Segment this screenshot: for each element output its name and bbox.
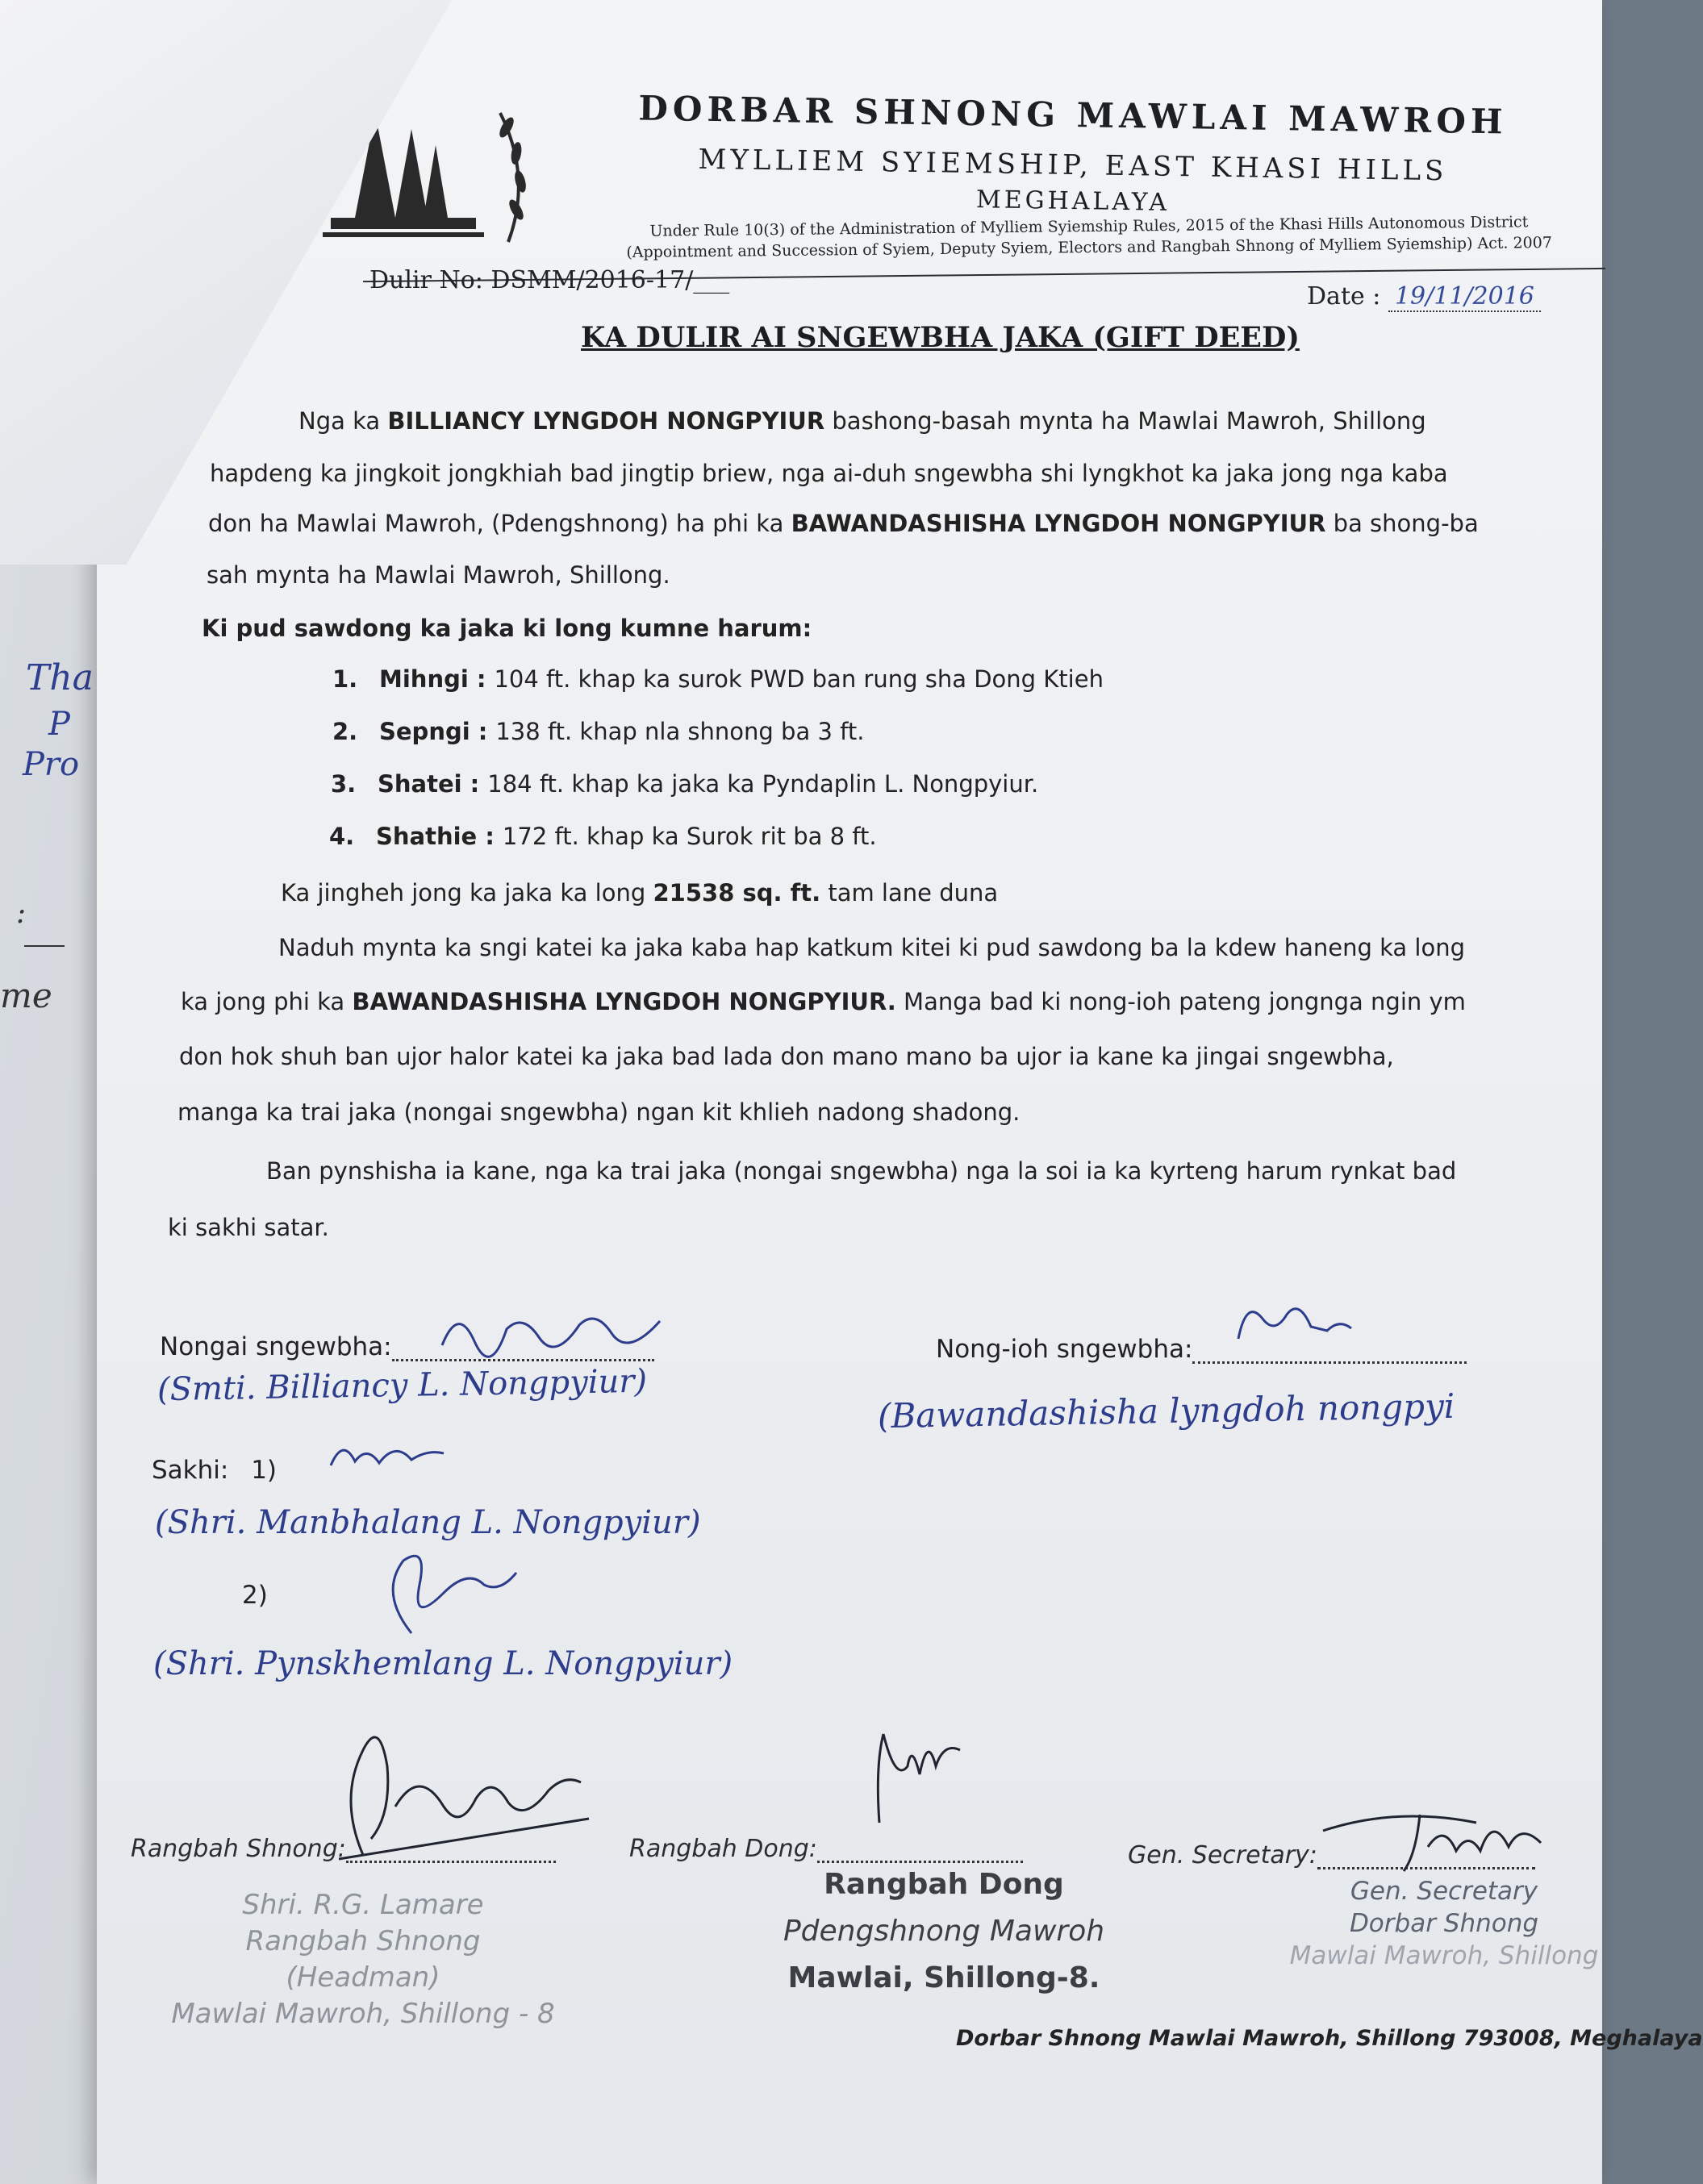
- stamp-line: Mawlai Mawroh, Shillong: [1289, 1941, 1599, 1970]
- org-state: MEGHALAYA: [975, 185, 1171, 217]
- witness-1-name: (Shri. Manbhalang L. Nongpyiur): [155, 1504, 701, 1541]
- margin-note-1: Tha: [26, 657, 94, 698]
- para4-line1: Ban pynshisha ia kane, nga ka trai jaka (nongai sngewbha) nga la soi ia ka kyrteng harum rynkat bad: [266, 1157, 1457, 1185]
- witness-1-signature: [323, 1429, 452, 1478]
- text-run: Nga ka: [298, 407, 388, 435]
- boundaries-intro: [202, 615, 812, 642]
- org-subtitle: MYLLIEM SYIEMSHIP, EAST KHASI HILLS: [698, 143, 1448, 188]
- para4-line2: ki sakhi satar.: [168, 1214, 329, 1241]
- rangbah-shnong-label: Rangbah Shnong:: [131, 1835, 346, 1863]
- date-value: 19/11/2016: [1388, 282, 1541, 312]
- item-text: 138 ft. khap nla shnong ba 3 ft.: [495, 718, 865, 745]
- rangbah-shnong-stamp: [153, 1887, 573, 2032]
- rule-note: [565, 210, 1613, 264]
- footer-address: Dorbar Shnong Mawlai Mawroh, Shillong 793008, Meghalaya: [956, 2026, 1703, 2051]
- rangbah-dong-signature: [863, 1718, 976, 1831]
- item-label: Sepngi :: [379, 718, 488, 745]
- text-run: Manga bad ki nong-ioh pateng jongnga ngin ym: [895, 988, 1466, 1015]
- stamp-line: Gen. Secretary: [1350, 1877, 1538, 1906]
- donee-name-bold: BAWANDASHISHA LYNGDOH NONGPYIUR.: [352, 988, 896, 1015]
- margin-note-2: P: [48, 706, 70, 743]
- deed-date: [1307, 282, 1541, 311]
- area-line: [281, 879, 998, 907]
- rangbah-dong-label: Rangbah Dong:: [629, 1835, 817, 1863]
- donee-signature: [1230, 1294, 1359, 1351]
- text-run: Ka jingheh jong ka jaka ka long: [281, 879, 653, 907]
- gen-secretary-label: Gen. Secretary:: [1128, 1841, 1317, 1869]
- rangbah-shnong-signature: [307, 1718, 597, 1863]
- margin-note-3: Pro: [23, 746, 80, 783]
- stamp-line: Mawlai Mawroh, Shillong - 8: [171, 1998, 555, 2030]
- para1-line1: [298, 407, 1426, 435]
- donee-name: (Bawandashisha lyngdoh nongpyi: [877, 1386, 1455, 1436]
- stamp-line: Rangbah Dong: [824, 1868, 1064, 1901]
- text-run: ba shong-ba: [1325, 510, 1479, 537]
- gen-secretary-stamp: [1258, 1875, 1630, 1972]
- witness-2-signature: [363, 1544, 524, 1641]
- deed-title: KA DULIR AI SNGEWBHA JAKA (GIFT DEED): [581, 321, 1300, 354]
- witness-1-line: [152, 1456, 277, 1485]
- donor-signature: [434, 1297, 676, 1361]
- stamp-line: Rangbah Shnong: [245, 1925, 481, 1957]
- stamp-line: Pdengshnong Mawroh: [783, 1915, 1105, 1948]
- witness-2-number: 2): [242, 1581, 268, 1610]
- item-label: Shathie :: [376, 823, 495, 850]
- margin-rule: [24, 945, 65, 947]
- stamp-line: Shri. R.G. Lamare: [242, 1889, 484, 1921]
- para3-line4: manga ka trai jaka (nongai sngewbha) ngan kit khlieh nadong shadong.: [177, 1098, 1021, 1126]
- item-number: 1.: [332, 665, 358, 693]
- donee-name-bold: BAWANDASHISHA LYNGDOH NONGPYIUR: [791, 510, 1326, 537]
- item-text: 184 ft. khap ka jaka ka Pyndaplin L. Nongpyiur.: [487, 770, 1039, 798]
- area-value: 21538 sq. ft.: [653, 879, 821, 907]
- rule-note-line-1: Under Rule 10(3) of the Administration of Mylliem Syiemship Rules, 2015 of the Khasi Hills Autonomous District: [649, 213, 1529, 240]
- boundary-item-1: [332, 665, 1104, 693]
- boundary-item-2: [332, 718, 864, 745]
- text-run: tam lane duna: [820, 879, 999, 907]
- gen-secretary-signature: [1315, 1798, 1557, 1879]
- deed-serial-number: Dulir No: DSMM/2016-17/___: [369, 266, 730, 294]
- margin-note-4: :: [16, 897, 27, 930]
- para3-line2: [181, 988, 1466, 1015]
- para1-line2: hapdeng ka jingkoit jongkhiah bad jingtip briew, nga ai-duh sngewbha shi lyngkhot ka jaka jong nga kaba: [210, 460, 1448, 487]
- stamp-line: (Headman): [286, 1961, 440, 1994]
- text-run: don ha Mawlai Mawroh, (Pdengshnong) ha phi ka: [208, 510, 791, 537]
- para3-line1: Naduh mynta ka sngi katei ka jaka kaba hap katkum kitei ki pud sawdong ba la kdew haneng ka long: [278, 934, 1466, 961]
- boundary-item-3: [331, 770, 1038, 798]
- date-label: Date :: [1307, 282, 1381, 311]
- item-text: 172 ft. khap ka Surok rit ba 8 ft.: [502, 823, 877, 850]
- para1-line3: [208, 510, 1479, 537]
- boundaries-intro-text: Ki pud sawdong ka jaka ki long kumne harum:: [202, 615, 812, 642]
- boundary-item-4: [329, 823, 877, 850]
- stamp-line: Mawlai, Shillong-8.: [787, 1961, 1100, 1994]
- donor-name: (Smti. Billiancy L. Nongpyiur): [157, 1362, 648, 1409]
- witness-label: Sakhi:: [152, 1456, 229, 1485]
- rangbah-dong-line: [629, 1835, 1023, 1863]
- item-number: 4.: [329, 823, 355, 850]
- item-number: 3.: [331, 770, 357, 798]
- org-name: DORBAR SHNONG MAWLAI MAWROH: [638, 88, 1508, 142]
- text-run: bashong-basah mynta ha Mawlai Mawroh, Shillong: [824, 407, 1426, 435]
- donor-label: Nongai sngewbha:: [160, 1332, 392, 1361]
- margin-note-5: me: [0, 976, 52, 1015]
- donee-label: Nong-ioh sngewbha:: [936, 1335, 1193, 1364]
- rangbah-dong-stamp: [734, 1861, 1154, 2002]
- para1-line4: sah mynta ha Mawlai Mawroh, Shillong.: [207, 561, 670, 589]
- donor-name-bold: BILLIANCY LYNGDOH NONGPYIUR: [387, 407, 825, 435]
- witness-1-number: 1): [251, 1456, 278, 1485]
- item-number: 2.: [332, 718, 358, 745]
- witness-2-name: (Shri. Pynskhemlang L. Nongpyiur): [153, 1645, 733, 1682]
- item-text: 104 ft. khap ka surok PWD ban rung sha Dong Ktieh: [494, 665, 1104, 693]
- donee-signature-line: [936, 1335, 1467, 1364]
- item-label: Shatei :: [378, 770, 480, 798]
- stamp-line: Dorbar Shnong: [1349, 1909, 1539, 1938]
- gift-deed-page: [97, 0, 1602, 2184]
- text-run: ka jong phi ka: [181, 988, 353, 1015]
- rule-note-line-2: (Appointment and Succession of Syiem, Deputy Syiem, Electors and Rangbah Shnong of Mylliem Syiemship) Act. 2007: [626, 233, 1553, 262]
- item-label: Mihngi :: [379, 665, 486, 693]
- signature-dots: [1192, 1360, 1467, 1364]
- witness-2-line: [242, 1581, 268, 1610]
- para3-line3: don hok shuh ban ujor halor katei ka jaka bad lada don mano mano ba ujor ia kane ka jingai sngewbha,: [179, 1043, 1394, 1070]
